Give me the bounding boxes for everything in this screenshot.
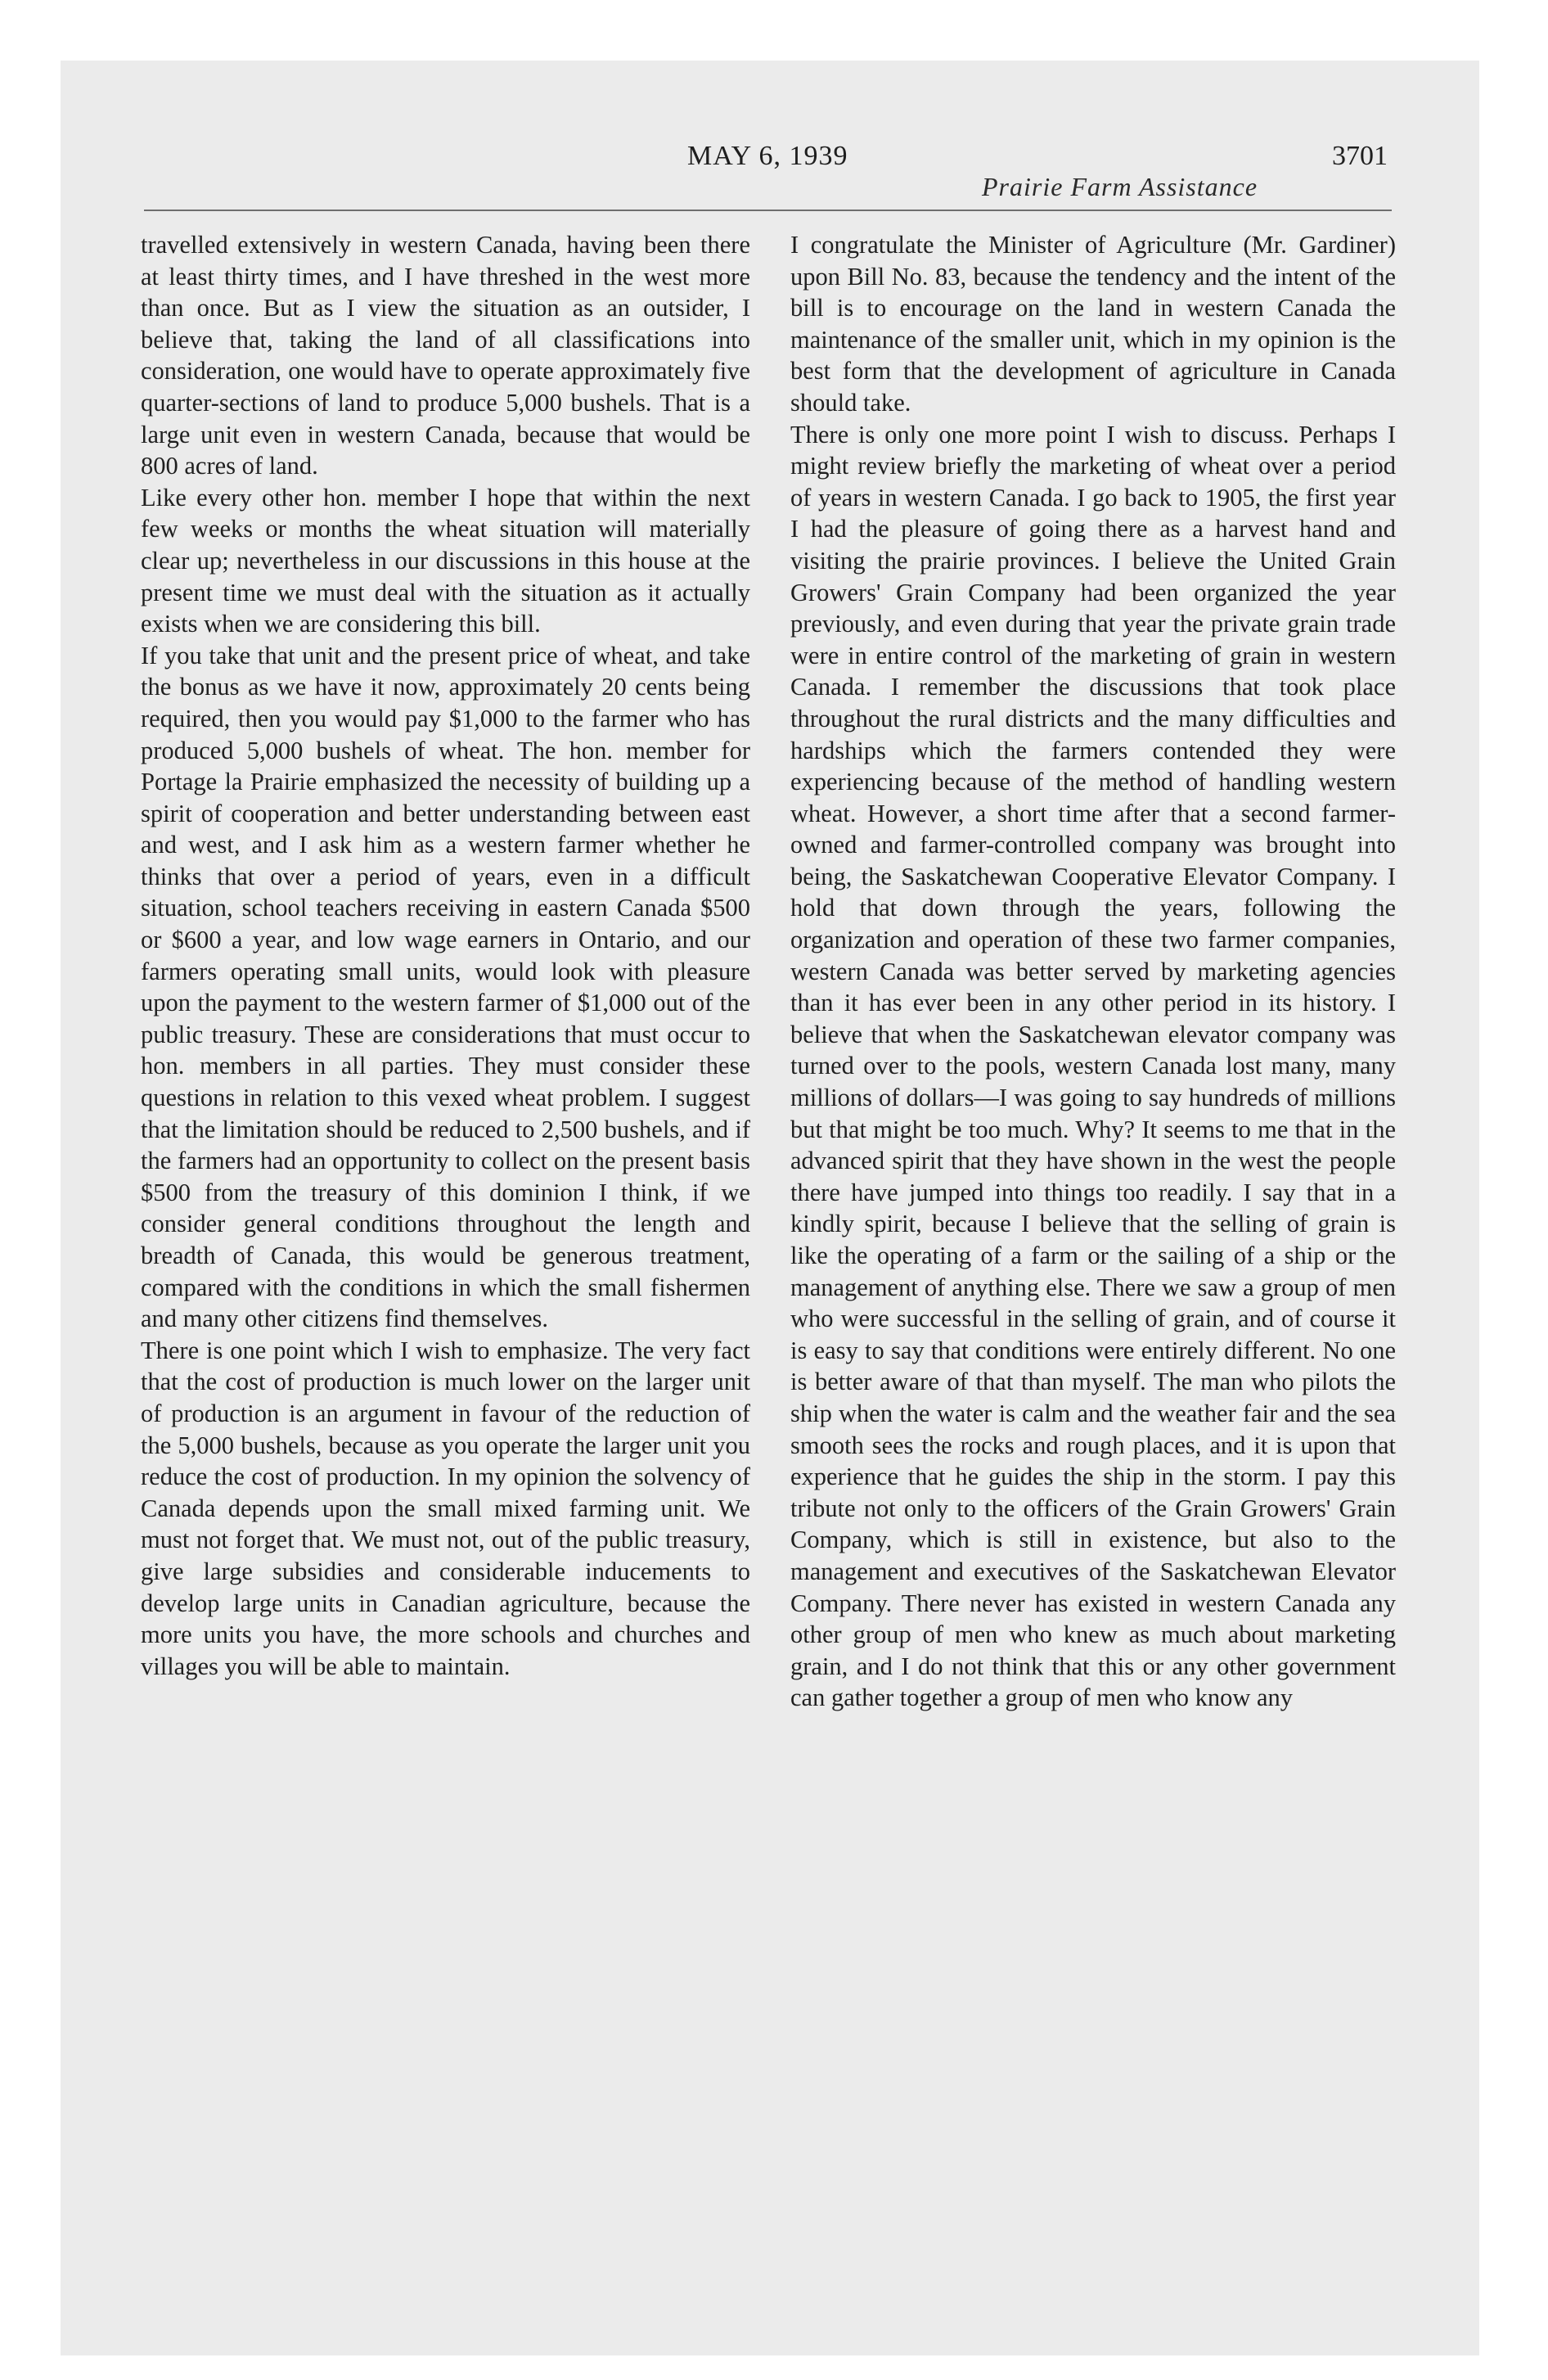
paragraph: I congratulate the Minister of Agriculture (Mr. Gardiner) upon Bill No. 83, because the tendency and the intent of the bill is to encourage on the land in western Canada the maintenance of the smaller unit, which in my opinion is the best form that the development of agriculture in Canada should take. bbox=[790, 231, 1396, 417]
header-rule bbox=[144, 210, 1392, 211]
right-column bbox=[790, 229, 1396, 1714]
left-column bbox=[141, 229, 750, 1682]
page-header bbox=[82, 82, 1388, 201]
paragraph: There is only one more point I wish to discuss. Perhaps I might review briefly the marketing of wheat over a period of years in western Canada. I go back to 1905, the first year I had the pleasure of going there as a harvest hand and visiting the prairie provinces. I believe the United Grain Growers' Grain Company had been organized the year previously, and even during that year the private grain trade were in entire control of the marketing of grain in western Canada. I remember the discussions that took place throughout the rural districts and the many difficulties and hardships which the farmers contended they were experiencing because of the method of handling western wheat. However, a short time after that a second farmer-owned and farmer-controlled company was brought into being, the Saskatchewan Cooperative Elevator Company. I hold that down through the years, following the organization and operation of these two farmer companies, western Canada was better served by marketing agencies than it has ever been in any other period in its history. I believe that when the Saskatchewan elevator company was turned over to the pools, western Canada lost many, many millions of dollars—I was going to say hundreds of millions but that might be too much. Why? It seems to me that in the advanced spirit that they have shown in the west the people there have jumped into things too readily. I say that in a kindly spirit, because I believe that the selling of grain is like the operating of a farm or the sailing of a ship or the management of anything else. There we saw a group of men who were successful in the selling of grain, and of course it is easy to say that conditions were entirely different. No one is better aware of that than myself. The man who pilots the ship when the water is calm and the weather fair and the sea smooth sees the rocks and rough places, and it is upon that experience that he guides the ship in the storm. I pay this tribute not only to the officers of the Grain Growers' Grain Company, which is still in existence, but also to the management and executives of the Saskatchewan Elevator Company. There never has existed in western Canada any other group of men who knew as much about marketing grain, and I do not think that this or any other government can gather together a group of men who know any bbox=[790, 420, 1396, 1712]
paragraph: Like every other hon. member I hope that within the next few weeks or months the wheat situation will materially clear up; nevertheless in our discussions in this house at the present time we must deal with the situation as it actually exists when we are considering this bill. bbox=[141, 483, 750, 638]
paragraph: travelled extensively in western Canada, having been there at least thirty times, and I have threshed in the west more than once. But as I view the situation as an outsider, I believe that, taking the land of all classifications into consideration, one would have to operate approximately five quarter-sections of land to produce 5,000 bushels. That is a large unit even in western Canada, because that would be 800 acres of land. bbox=[141, 231, 750, 480]
section-title: Prairie Farm Assistance bbox=[982, 172, 1258, 201]
header-date: MAY 6, 1939 bbox=[687, 141, 848, 171]
page-number: 3701 bbox=[1332, 141, 1388, 171]
paragraph: There is one point which I wish to emphasize. The very fact that the cost of production is much lower on the larger unit of production is an argument in favour of the reduction of the 5,000 bushels, because as you operate the larger unit you reduce the cost of production. In my opinion the solvency of Canada depends upon the small mixed farming unit. We must not forget that. We must not, out of the public treasury, give large subsidies and considerable inducements to develop large units in Canadian agriculture, because the more units you have, the more schools and churches and villages you will be able to maintain. bbox=[141, 1336, 750, 1680]
paragraph: If you take that unit and the present price of wheat, and take the bonus as we have it now, approximately 20 cents being required, then you would pay $1,000 to the farmer who has produced 5,000 bushels of wheat. The hon. member for Portage la Prairie emphasized the necessity of building up a spirit of cooperation and better understanding between east and west, and I ask him as a western farmer whether he thinks that over a period of years, even in a difficult situation, school teachers receiving in eastern Canada $500 or $600 a year, and low wage earners in Ontario, and our farmers operating small units, would look with pleasure upon the payment to the western farmer of $1,000 out of the public treasury. These are considerations that must occur to hon. members in all parties. They must consider these questions in relation to this vexed wheat problem. I suggest that the limitation should be reduced to 2,500 bushels, and if the farmers had an opportunity to collect on the present basis $500 from the treasury of this dominion I think, if we consider general conditions throughout the length and breadth of Canada, this would be generous treatment, compared with the conditions in which the small fishermen and many other citizens find themselves. bbox=[141, 641, 750, 1333]
